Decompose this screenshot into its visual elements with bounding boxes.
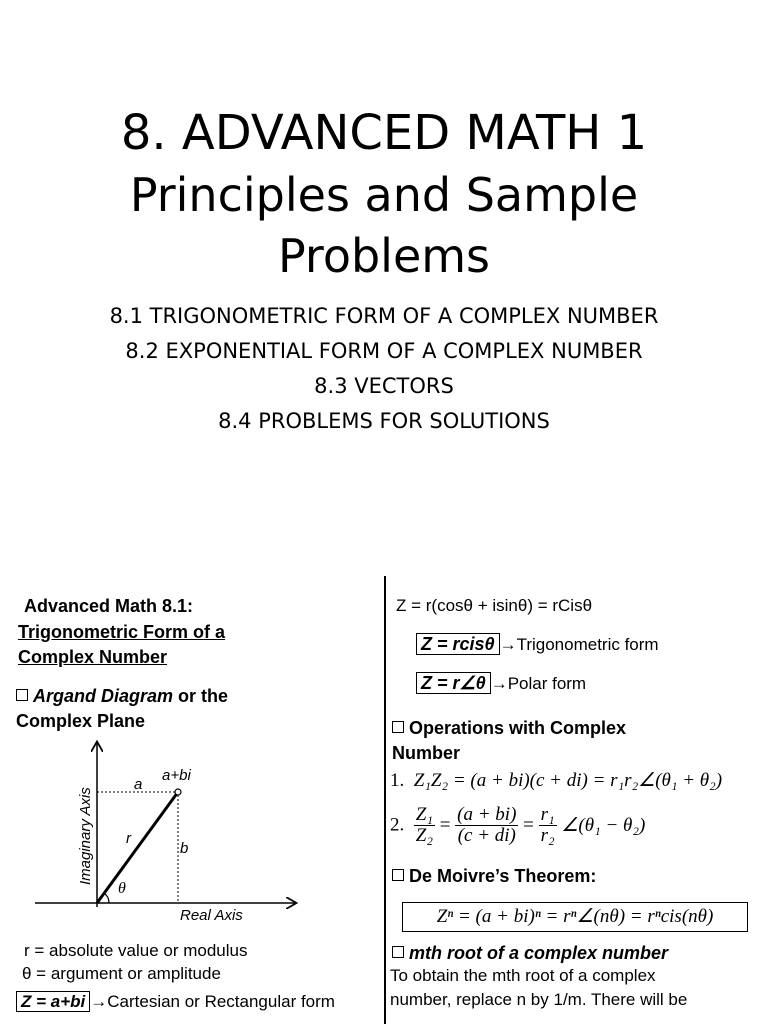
root-text-2: number, replace n by 1/m. There will be bbox=[390, 990, 688, 1009]
b-label: b bbox=[180, 840, 189, 857]
checkbox-bullet-icon bbox=[392, 869, 404, 881]
section-subtitle-2: Complex Number bbox=[18, 647, 168, 667]
checkbox-bullet-icon bbox=[16, 689, 28, 701]
ops-heading bbox=[392, 718, 626, 739]
cartesian-text: Cartesian or Rectangular form bbox=[107, 992, 335, 1011]
page-title: 8. ADVANCED MATH 1 bbox=[120, 105, 648, 161]
polar-text: Polar form bbox=[507, 674, 587, 693]
point-label: a+bi bbox=[162, 767, 191, 784]
polar-formula-box: Z = r∠θ bbox=[416, 672, 491, 694]
op2-abi: (a + bi) bbox=[457, 804, 517, 825]
ops-heading-line2: Number bbox=[392, 743, 461, 763]
op2-cdi: (c + di) bbox=[457, 825, 516, 846]
polar-row bbox=[416, 673, 586, 694]
root-heading bbox=[392, 943, 668, 964]
op2-number: 2. bbox=[390, 814, 405, 836]
argand-heading bbox=[16, 686, 228, 707]
op2-angle: ∠(θ₁ − θ₂) bbox=[561, 815, 646, 836]
checkbox-bullet-icon bbox=[392, 946, 404, 958]
trig-formula-box: Z = rcisθ bbox=[416, 633, 500, 655]
arrow-icon: → bbox=[499, 635, 517, 654]
op2-frac-ab bbox=[455, 805, 518, 846]
op2-z2: Z₂ bbox=[415, 825, 433, 846]
ops-heading-text: Operations with Complex bbox=[409, 718, 627, 738]
r-label: r bbox=[126, 830, 131, 847]
theta-label: θ bbox=[118, 880, 126, 897]
trig-row bbox=[416, 634, 659, 655]
modulus-vector bbox=[97, 792, 178, 903]
op2-z1: Z₁ bbox=[415, 804, 433, 825]
op2-frac-r bbox=[539, 805, 557, 846]
page-subtitle-line2: Problems bbox=[277, 229, 491, 283]
toc-item-2: 8.2 EXPONENTIAL FORM OF A COMPLEX NUMBER bbox=[125, 339, 643, 363]
trig-text: Trigonometric form bbox=[516, 635, 659, 654]
arrow-icon: → bbox=[90, 992, 108, 1011]
operation-1 bbox=[390, 769, 722, 792]
cartesian-row bbox=[16, 992, 335, 1012]
demoivre-formula: Zⁿ = (a + bi)ⁿ = rⁿ∠(nθ) = rⁿcis(nθ) bbox=[402, 902, 748, 932]
checkbox-bullet-icon bbox=[392, 721, 404, 733]
op1-number: 1. bbox=[390, 770, 405, 791]
demoivre-heading-text: De Moivre’s Theorem: bbox=[409, 866, 597, 886]
op2-frac-z bbox=[414, 805, 435, 846]
column-divider bbox=[384, 576, 386, 1024]
root-text-1: To obtain the mth root of a complex bbox=[390, 966, 656, 985]
point-marker bbox=[175, 789, 181, 795]
toc-item-1: 8.1 TRIGONOMETRIC FORM OF A COMPLEX NUMBER bbox=[109, 304, 659, 328]
toc-item-4: 8.4 PROBLEMS FOR SOLUTIONS bbox=[218, 409, 550, 433]
page-subtitle-line1: Principles and Sample bbox=[129, 168, 639, 222]
op1-expression: Z₁Z₂ = (a + bi)(c + di) = r₁r₂∠(θ₁ + θ₂) bbox=[413, 770, 723, 791]
y-axis-label: Imaginary Axis bbox=[77, 787, 94, 885]
root-heading-text: mth root of a complex number bbox=[409, 943, 669, 963]
x-axis-label: Real Axis bbox=[180, 907, 243, 924]
argand-heading-rest: or the bbox=[178, 686, 229, 706]
argand-heading-line2: Complex Plane bbox=[16, 711, 146, 731]
section-title: Advanced Math 8.1: bbox=[24, 596, 194, 616]
argand-diagram bbox=[30, 735, 310, 935]
op2-r2: r₂ bbox=[540, 825, 555, 846]
def-theta: θ = argument or amplitude bbox=[22, 964, 221, 983]
a-label: a bbox=[134, 776, 143, 793]
arrow-icon: → bbox=[490, 674, 508, 693]
section-subtitle-1: Trigonometric Form of a bbox=[18, 622, 226, 642]
cartesian-formula-box: Z = a+bi bbox=[16, 991, 90, 1012]
argand-heading-bold: Argand Diagram bbox=[33, 686, 174, 706]
operation-2: 2. $\frac{\text{Z₁}}{\text{Z₂}}$ = $\frac{(a + bi)}{(c + di)}$ = $\frac{\text{r₁}}{\text{r₂}}$ ∠(θ₁ − θ₂) bbox=[390, 804, 646, 846]
op2-r1: r₁ bbox=[540, 804, 555, 825]
def-r: r = absolute value or modulus bbox=[24, 941, 248, 960]
toc-item-3: 8.3 VECTORS bbox=[314, 374, 454, 398]
demoivre-heading bbox=[392, 866, 596, 887]
formula-line: Z = r(cosθ + isinθ) = rCisθ bbox=[396, 596, 593, 615]
